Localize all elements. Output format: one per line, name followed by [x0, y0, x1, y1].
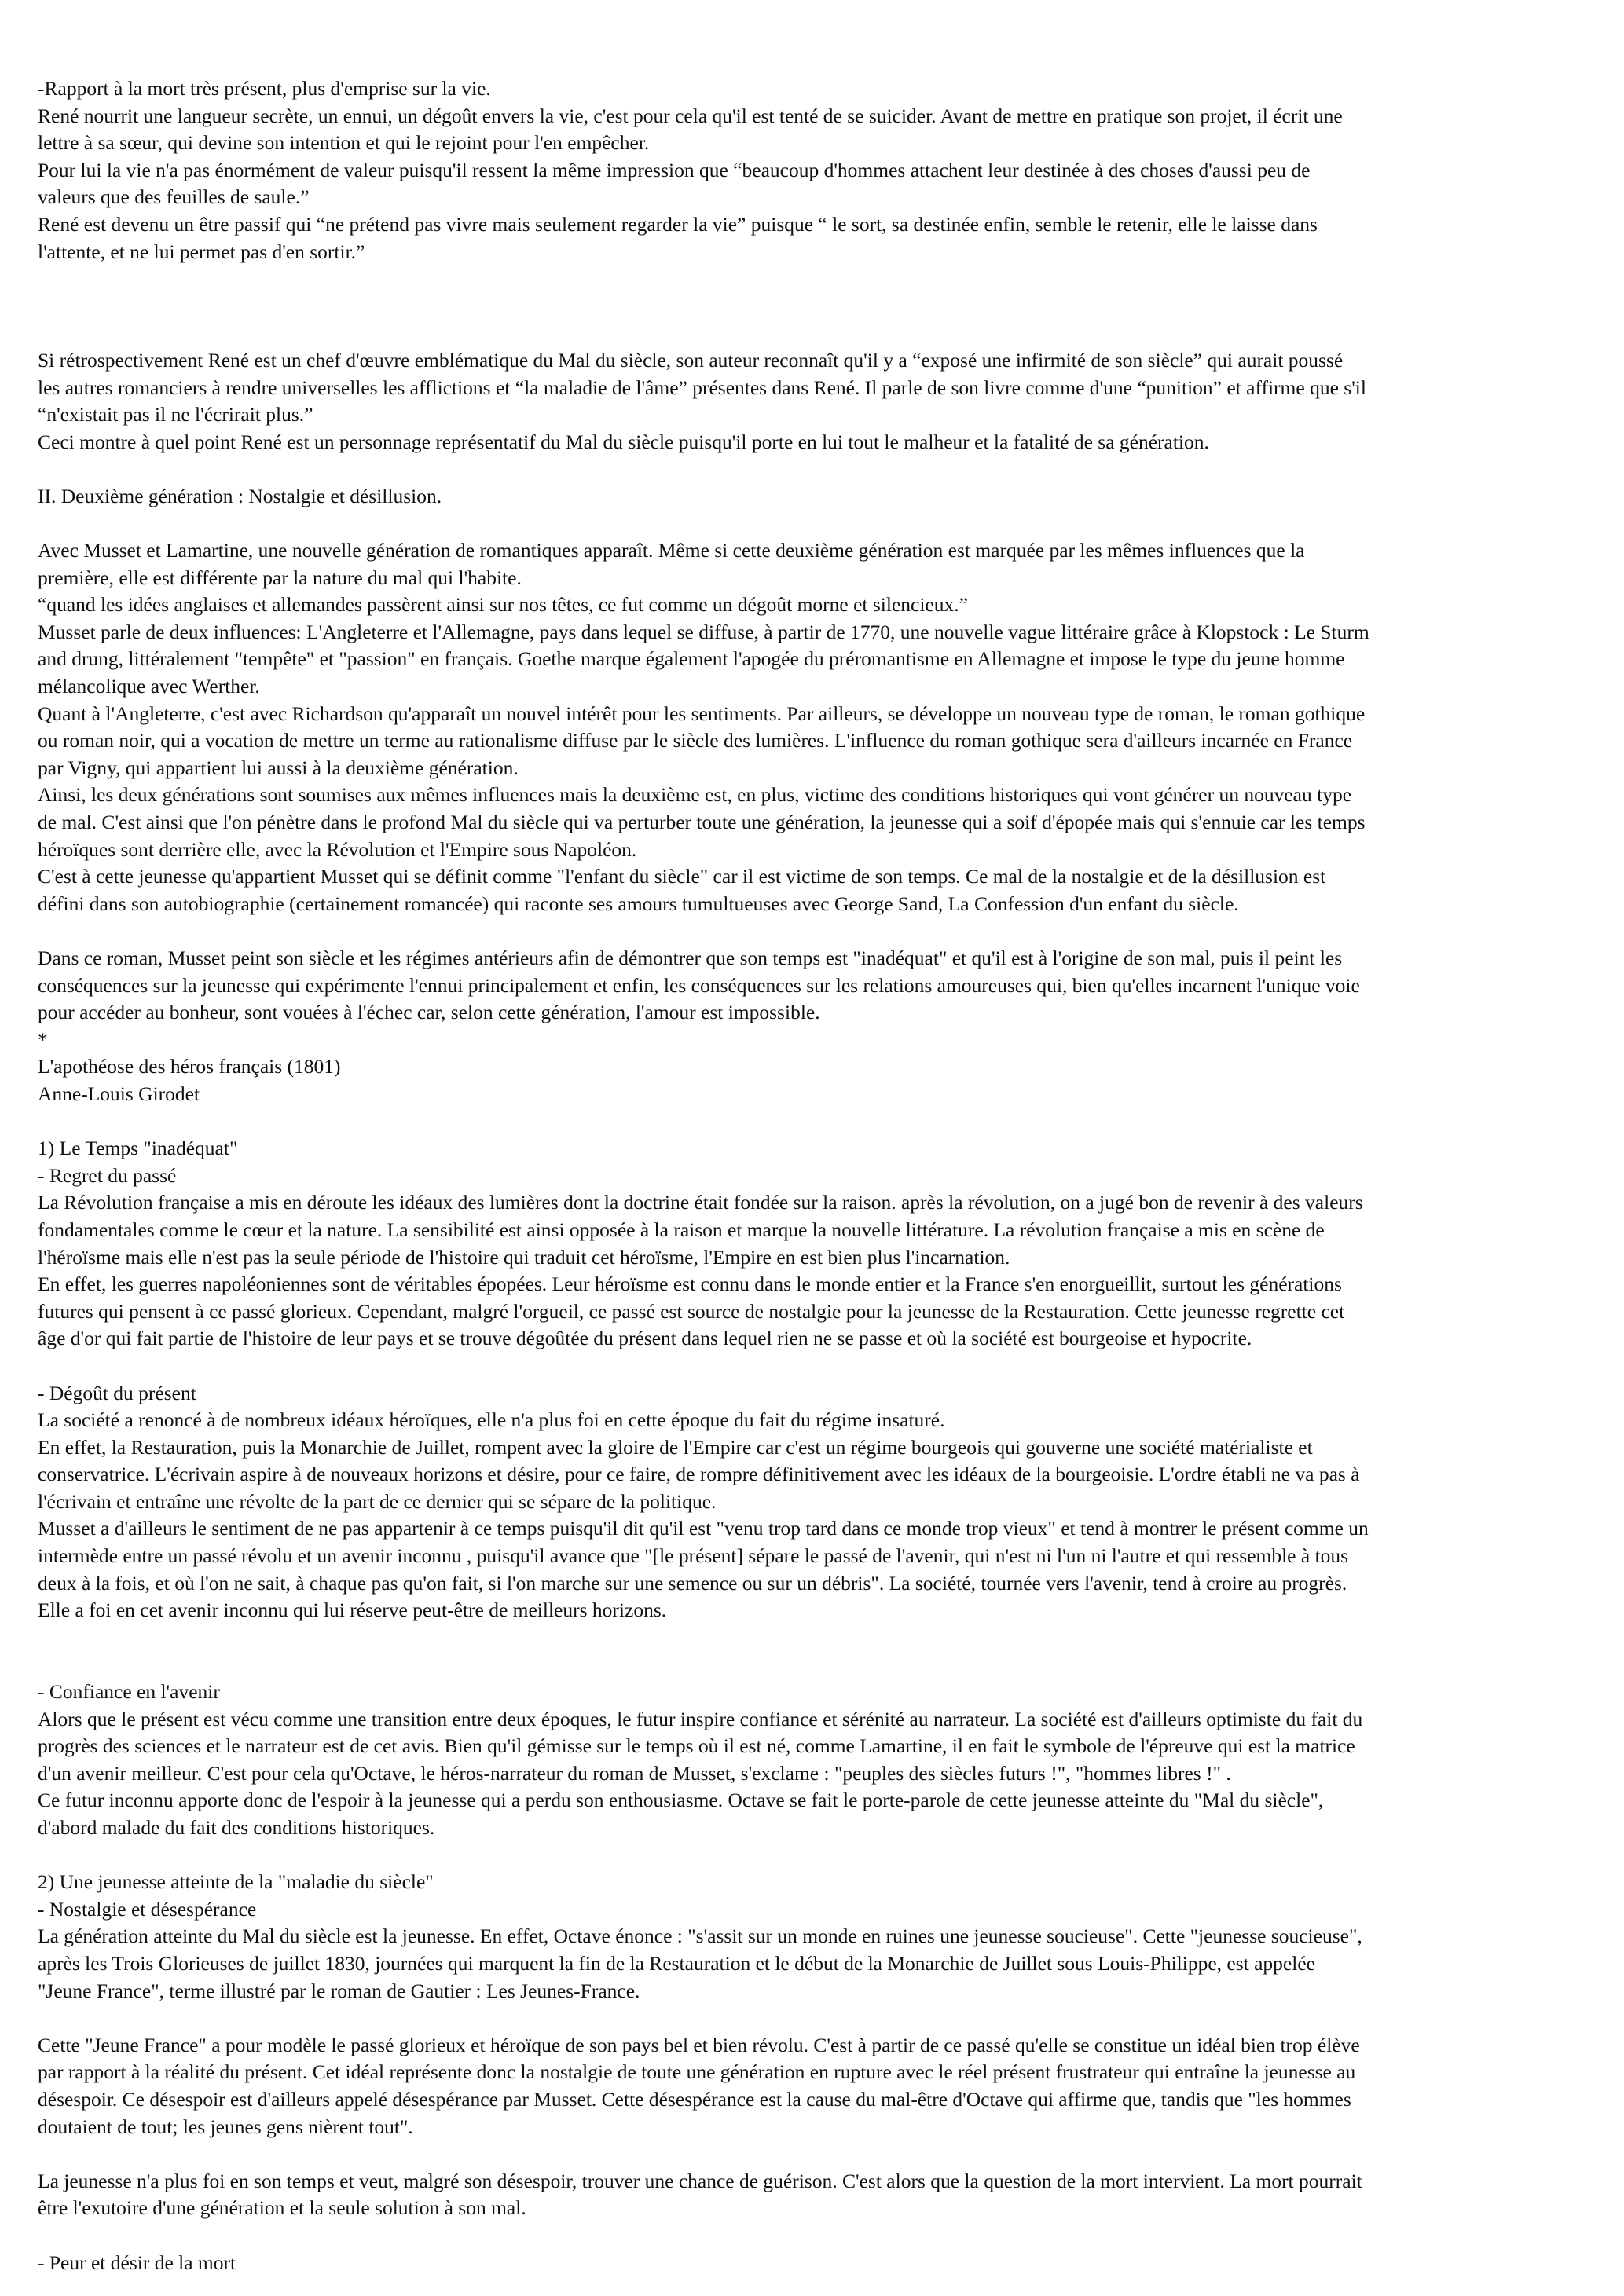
blank-space	[38, 917, 1578, 945]
document-page	[38, 75, 1578, 2276]
section-heading-second-generation: II. Deuxième génération : Nostalgie et désillusion.	[38, 484, 442, 507]
paragraph-jeunesse-maladie: 2) Une jeunesse atteinte de la "maladie du siècle" - Nostalgie et désespérance La génération atteinte du Mal du siècle est la jeunesse. En effet, Octave énonce : "s'assit sur un monde en ruines une jeunesse soucieuse". Cette "jeunesse soucieuse", après les Trois Glorieuses de juillet 1830, journées qui marquent la fin de la Restauration et le début de la Monarchie de Juillet sous Louis-Philippe, est appelée "Jeune France", terme illustré par le roman de Gautier : Les Jeunes-France.	[38, 1870, 1362, 2002]
paragraph-guerison: La jeunesse n'a plus foi en son temps et veut, malgré son désespoir, trouver une chance de guérison. C'est alors que la question de la mort intervient. La mort pourrait être l'exutoire d'une génération et la seule solution à son mal.	[38, 2169, 1362, 2220]
paragraph-degout-present: - Dégoût du présent La société a renoncé à de nombreux idéaux héroïques, elle n'a plus foi en cette époque du fait du régime insaturé. En effet, la Restauration, puis la Monarchie de Juillet, rompent avec la gloire de l'Empire car c'est un régime bourgeois qui gouverne une société matérialiste et conservatrice. L'écrivain aspire à de nouveaux horizons et désire, pour ce faire, de rompre définitivement avec les idéaux de la bourgeoisie. L'ordre établi ne va pas à l'écrivain et entraîne une révolte de la part de ce dernier qui se sépare de la politique. Musset a d'ailleurs le sentiment de ne pas appartenir à ce temps puisqu'il dit qu'il est "venu trop tard dans ce monde trop vieux" et tend à montrer le présent comme un intermède entre un passé révolu et un avenir inconnu , puisqu'il avance que "[le présent] sépare le passé de l'avenir, qui n'est ni l'un ni l'autre et qui ressemble à tous deux à la fois, et où l'on ne sait, à chaque pas qu'on fait, si l'on marche sur une semence ou sur un débris". La société, tournée vers l'avenir, tend à croire au progrès. Elle a foi en cet avenir inconnu qui lui réserve peut-être de meilleurs horizons.	[38, 1381, 1369, 1622]
blank-space	[38, 456, 1578, 483]
blank-space	[38, 1108, 1578, 1136]
paragraph-rene-death: -Rapport à la mort très présent, plus d'emprise sur la vie. René nourrit une langueur secrète, un ennui, un dégoût envers la vie, c'est pour cela qu'il est tenté de se suicider. Avant de mettre en pratique son projet, il écrit une lettre à sa sœur, qui devine son intention et qui le rejoint pour l'en empêcher. Pour lui la vie n'a pas énormément de valeur puisqu'il ressent la même impression que “beaucoup d'hommes attachent leur destinée à des choses d'aussi peu de valeurs que des feuilles de saule.” René est devenu un être passif qui “ne prétend pas vivre mais seulement regarder la vie” puisque “ le sort, sa destinée enfin, semble le retenir, elle le laisse dans l'attente, et ne lui permet pas d'en sortir.”	[38, 77, 1343, 263]
blank-space	[38, 2005, 1578, 2032]
paragraph-confiance-avenir: - Confiance en l'avenir Alors que le présent est vécu comme une transition entre deux époques, le futur inspire confiance et sérénité au narrateur. La société est d'ailleurs optimiste du fait du progrès des sciences et le narrateur est de cet avis. Bien qu'il gémisse sur le temps où il est né, comme Lamartine, il en fait le symbole de l'épreuve qui est la matrice d'un avenir meilleur. C'est pour cela qu'Octave, le héros-narrateur du roman de Musset, s'exclame : "peuples des siècles futurs !", "hommes libres !" . Ce futur inconnu apporte donc de l'espoir à la jeunesse qui a perdu son enthousiasme. Octave se fait le porte-parole de cette jeunesse atteinte du "Mal du siècle", d'abord malade du fait des conditions historiques.	[38, 1680, 1363, 1840]
paragraph-temps-inadequat: 1) Le Temps "inadéquat" - Regret du passé La Révolution française a mis en déroute les idéaux des lumières dont la doctrine était fondée sur la raison. après la révolution, on a jugé bon de revenir à des valeurs fondamentales comme le cœur et la nature. La sensibilité est ainsi opposée à la raison et marque la nouvelle littérature. La révolution française a mis en scène de l'héroïsme mais elle n'est pas la seule période de l'histoire qui traduit cet héroïsme, l'Empire en est bien plus l'incarnation. En effet, les guerres napoléoniennes sont de véritables épopées. Leur héroïsme est connu dans le monde entier et la France s'en enorgueillit, surtout les générations futures qui pensent à ce passé glorieux. Cependant, malgré l'orgueil, ce passé est source de nostalgie pour la jeunesse de la Restauration. Cette jeunesse regrette cet âge d'or qui fait partie de l'histoire de leur pays et se trouve dégoûtée du présent dans lequel rien ne se passe et où la société est bourgeoise et hypocrite.	[38, 1137, 1363, 1350]
blank-space	[38, 265, 1578, 347]
blank-space	[38, 2140, 1578, 2168]
blank-space	[38, 1842, 1578, 1869]
subheading-peur-desir-mort: - Peur et désir de la mort	[38, 2250, 236, 2274]
paragraph-novel-caption: Dans ce roman, Musset peint son siècle et les régimes antérieurs afin de démontrer que son temps est "inadéquat" et qu'il est à l'origine de son mal, puis il peint les conséquences sur la jeunesse qui expérimente l'ennui principalement et enfin, les conséquences sur les relations amoureuses qui, bien qu'elles incarnent l'unique voie pour accéder au bonheur, sont vouées à l'échec car, selon cette génération, l'amour est impossible. * L'apothéose des héros français (1801) Anne-Louis Girodet	[38, 947, 1360, 1105]
blank-space	[38, 1624, 1578, 1679]
paragraph-jeune-france: Cette "Jeune France" a pour modèle le passé glorieux et héroïque de son pays bel et bien révolu. C'est à partir de ce passé qu'elle se constitue un idéal bien trop élève par rapport à la réalité du présent. Cet idéal représente donc la nostalgie de toute une génération en rupture avec le réel présent frustrateur qui entraîne la jeunesse au désespoir. Ce désespoir est d'ailleurs appelé désespérance par Musset. Cette désespérance est la cause du mal-être d'Octave qui affirme que, tandis que "les hommes doutaient de tout; les jeunes gens nièrent tout".	[38, 2033, 1360, 2138]
blank-space	[38, 511, 1578, 538]
paragraph-musset-lamartine: Avec Musset et Lamartine, une nouvelle génération de romantiques apparaît. Même si cette deuxième génération est marquée par les mêmes influences que la première, elle est différente par la nature du mal qui l'habite. “quand les idées anglaises et allemandes passèrent ainsi sur nos têtes, ce fut comme un dégoût morne et silencieux.” Musset parle de deux influences: L'Angleterre et l'Allemagne, pays dans lequel se diffuse, à partir de 1770, une nouvelle vague littéraire grâce à Klopstock : Le Sturm and drung, littéralement "tempête" et "passion" en français. Goethe marque également l'apogée du préromantisme en Allemagne et impose le type du jeune homme mélancolique avec Werther. Quant à l'Angleterre, c'est avec Richardson qu'apparaît un nouvel intérêt pour les sentiments. Par ailleurs, se développe un nouveau type de roman, le roman gothique ou roman noir, qui a vocation de mettre un terme au rationalisme diffuse par le siècle des lumières. L'influence du roman gothique sera d'ailleurs incarnée en France par Vigny, qui appartient lui aussi à la deuxième génération. Ainsi, les deux générations sont soumises aux mêmes influences mais la deuxième est, en plus, victime des conditions historiques qui vont générer un nouveau type de mal. C'est ainsi que l'on pénètre dans le profond Mal du siècle qui va perturber toute une génération, la jeunesse qui a soif d'épopée mais qui s'ennuie car les temps héroïques sont derrière elle, avec la Révolution et l'Empire sous Napoléon. C'est à cette jeunesse qu'appartient Musset qui se définit comme "l'enfant du siècle" car il est victime de son temps. Ce mal de la nostalgie et de la désillusion est défini dans son autobiographie (certainement romancée) qui raconte ses amours tumultueuses avec George Sand, La Confession d'un enfant du siècle.	[38, 539, 1369, 915]
blank-space	[38, 2222, 1578, 2250]
paragraph-rene-emblematic: Si rétrospectivement René est un chef d'œuvre emblématique du Mal du siècle, son auteur reconnaît qu'il y a “exposé une infirmité de son siècle” qui aurait poussé les autres romanciers à rendre universelles les afflictions et “la maladie de l'âme” présentes dans René. Il parle de son livre comme d'une “punition” et affirme que s'il “n'existait pas il ne l'écrirait plus.” Ceci montre à quel point René est un personnage représentatif du Mal du siècle puisqu'il porte en lui tout le malheur et la fatalité de sa génération.	[38, 348, 1366, 453]
blank-space	[38, 1353, 1578, 1380]
